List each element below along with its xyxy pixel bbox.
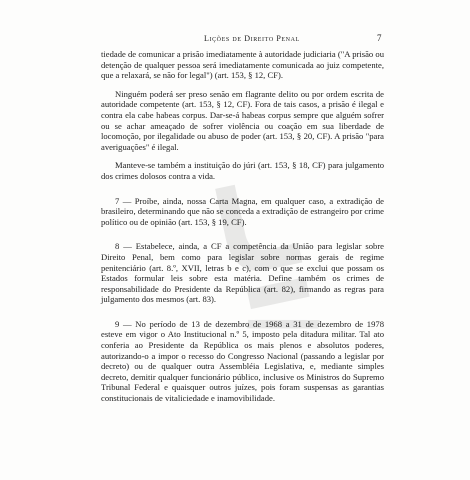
section-7: 7 — Proíbe, ainda, nossa Carta Magna, em qualquer caso, a extradição de brasileiro, determinando que não se conceda a extradição de estrangeiro por crime político ou de opinião (art. 153, § 19, CF).: [101, 195, 384, 227]
running-head: Lições de Direito Penal: [204, 34, 300, 43]
page-number: 7: [377, 33, 382, 43]
paragraph-2: Ninguém poderá ser preso senão em flagrante delito ou por ordem escrita de autoridade competente (art. 153, § 12, CF). Fora de tais casos, a prisão é ilegal e contra ela cabe habeas corpus. Dar-se-á habeas corpus sempre que alguém sofrer ou se achar ameaçado de sofrer violência ou coação em sua liberdade de locomoção, por ilegalidade ou abuso de poder (art. 153, § 20, CF). A prisão "para averiguações" é ilegal.: [101, 88, 384, 152]
section-9: 9 — No período de 13 de dezembro de 1968 a 31 de dezembro de 1978 esteve em vigor o Ato Institucional n.º 5, imposto pela ditadura militar. Tal ato conferia ao Presidente da República os mais plenos e absolutos poderes, autorizando-o a impor o recesso do Congresso Nacional (passando a legislar por decreto) ou de qualquer outra Assembléia Legislativa, e, mediante simples decreto, demitir qualquer funcionário público, inclusive os Ministros do Supremo Tribunal Federal e quaisquer outros juízes, pois foram suspensas as garantias constitucionais de vitaliciedade e inamovibilidade.: [101, 318, 384, 404]
body-text: [101, 49, 384, 412]
section-8: 8 — Estabelece, ainda, a CF a competência da União para legislar sobre Direito Penal, bem como para legislar sobre normas gerais de regime penitenciário (art. 8.º, XVII, letras b e c), com o que se exclui que possam os Estados formular leis sobre esta matéria. Define também os crimes de responsabilidade do Presidente da República (art. 82), firmando as regras para julgamento dos mesmos (art. 83).: [101, 241, 384, 305]
paragraph-3: Manteve-se também a instituição do júri (art. 153, § 18, CF) para julgamento dos crimes dolosos contra a vida.: [101, 160, 384, 181]
paragraph-1: tiedade de comunicar a prisão imediatamente à autoridade judiciaria ("A prisão ou detenção de qualquer pessoa será imediatamente comunicada ao juiz competente, que a relaxará, se não for legal") (art. 153, § 12, CF).: [101, 49, 384, 81]
